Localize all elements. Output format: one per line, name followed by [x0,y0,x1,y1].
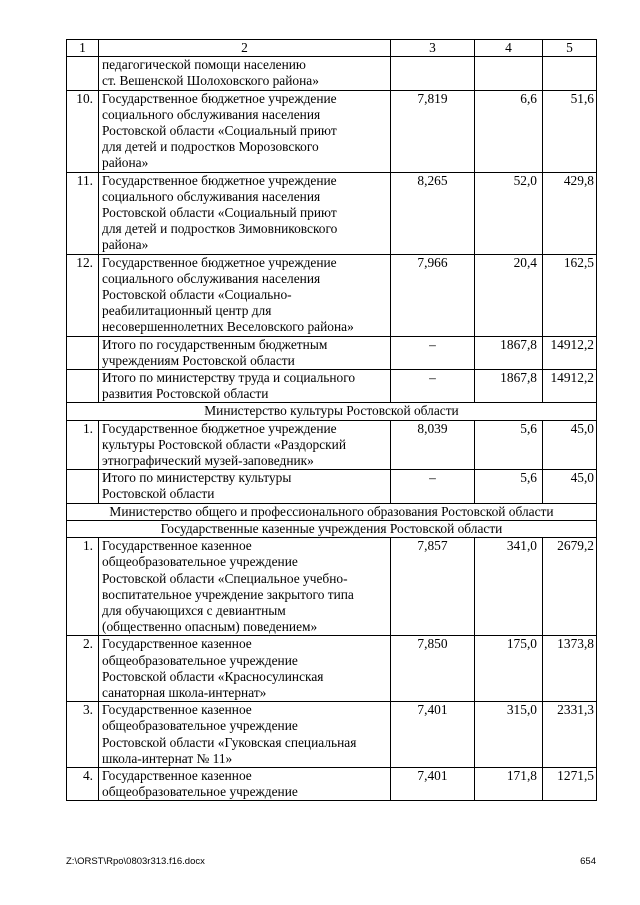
row-number: 1. [67,420,99,470]
section-heading: Государственные казенные учреждения Ростовской области [67,520,597,537]
coefficient-value: – [391,370,475,403]
table-row [67,57,597,90]
row-number: 3. [67,702,99,768]
coefficient-value: 7,401 [391,767,475,800]
footer-file-path: Z:\ORST\Rpo\0803r313.f16.docx [66,856,205,867]
table-row [67,636,597,702]
table-body [67,40,597,801]
column-5-value: 2679,2 [543,538,597,636]
institution-name: Государственное казенное общеобразовательное учреждение Ростовской области «Красносулинская санаторная школа-интернат» [99,636,391,702]
row-number: 4. [67,767,99,800]
column-number-1: 1 [67,40,99,57]
row-number [67,470,99,503]
column-4-value: 5,6 [475,470,543,503]
table-header-row [67,40,597,57]
table-row [67,370,597,403]
column-5-value: 14912,2 [543,336,597,369]
column-5-value: 45,0 [543,420,597,470]
column-4-value: 171,8 [475,767,543,800]
column-5-value: 1271,5 [543,767,597,800]
column-number-4: 4 [475,40,543,57]
coefficient-value: – [391,470,475,503]
coefficient-value: 7,966 [391,254,475,336]
table-row [67,336,597,369]
row-number: 10. [67,90,99,172]
column-5-value: 45,0 [543,470,597,503]
coefficient-value [391,57,475,90]
institution-name: педагогической помощи населению ст. Вешенской Шолоховского района» [99,57,391,90]
institution-name: Государственное бюджетное учреждение социального обслуживания населения Ростовской области «Социальный приют для детей и подростков Морозовского района» [99,90,391,172]
column-5-value: 429,8 [543,172,597,254]
row-number [67,370,99,403]
column-5-value: 14912,2 [543,370,597,403]
column-4-value: 5,6 [475,420,543,470]
column-4-value: 175,0 [475,636,543,702]
section-heading-row [67,403,597,420]
column-number-5: 5 [543,40,597,57]
column-number-3: 3 [391,40,475,57]
table-row [67,470,597,503]
table-row [67,90,597,172]
column-4-value: 341,0 [475,538,543,636]
institution-name: Государственное бюджетное учреждение культуры Ростовской области «Раздорский этнографический музей-заповедник» [99,420,391,470]
column-4-value: 1867,8 [475,370,543,403]
column-4-value: 52,0 [475,172,543,254]
column-5-value: 1373,8 [543,636,597,702]
institution-name: Государственное казенное общеобразовательное учреждение Ростовской области «Специальное учебно- воспитательное учреждение закрытого типа для обучающихся с девиантным (общественно опасным) поведением» [99,538,391,636]
coefficient-value: 8,039 [391,420,475,470]
coefficient-value: 7,850 [391,636,475,702]
coefficient-value: 8,265 [391,172,475,254]
institution-name: Государственное бюджетное учреждение социального обслуживания населения Ростовской области «Социальный приют для детей и подростков Зимовниковского района» [99,172,391,254]
row-number [67,57,99,90]
column-5-value: 2331,3 [543,702,597,768]
column-4-value: 1867,8 [475,336,543,369]
table-row [67,702,597,768]
column-5-value: 51,6 [543,90,597,172]
institution-name: Государственное казенное общеобразовательное учреждение [99,767,391,800]
table-row [67,254,597,336]
institution-name: Итого по министерству культуры Ростовской области [99,470,391,503]
institution-name: Итого по министерству труда и социального развития Ростовской области [99,370,391,403]
coefficient-value: 7,819 [391,90,475,172]
section-heading: Министерство культуры Ростовской области [67,403,597,420]
coefficient-value: – [391,336,475,369]
column-5-value: 162,5 [543,254,597,336]
institution-name: Итого по государственным бюджетным учреждениям Ростовской области [99,336,391,369]
column-4-value: 20,4 [475,254,543,336]
institution-name: Государственное казенное общеобразовательное учреждение Ростовской области «Гуковская специальная школа-интернат № 11» [99,702,391,768]
table-row [67,172,597,254]
document-table [66,39,597,801]
column-4-value: 6,6 [475,90,543,172]
column-number-2: 2 [99,40,391,57]
institution-name: Государственное бюджетное учреждение социального обслуживания населения Ростовской области «Социально- реабилитационный центр для несовершеннолетних Веселовского района» [99,254,391,336]
row-number: 1. [67,538,99,636]
footer-page-number: 654 [580,856,596,867]
section-heading-row [67,520,597,537]
coefficient-value: 7,401 [391,702,475,768]
table-row [67,538,597,636]
table-row [67,420,597,470]
row-number: 12. [67,254,99,336]
row-number: 11. [67,172,99,254]
column-5-value [543,57,597,90]
column-4-value: 315,0 [475,702,543,768]
row-number [67,336,99,369]
section-heading-row [67,503,597,520]
column-4-value [475,57,543,90]
section-heading: Министерство общего и профессионального образования Ростовской области [67,503,597,520]
table-row [67,767,597,800]
coefficient-value: 7,857 [391,538,475,636]
row-number: 2. [67,636,99,702]
